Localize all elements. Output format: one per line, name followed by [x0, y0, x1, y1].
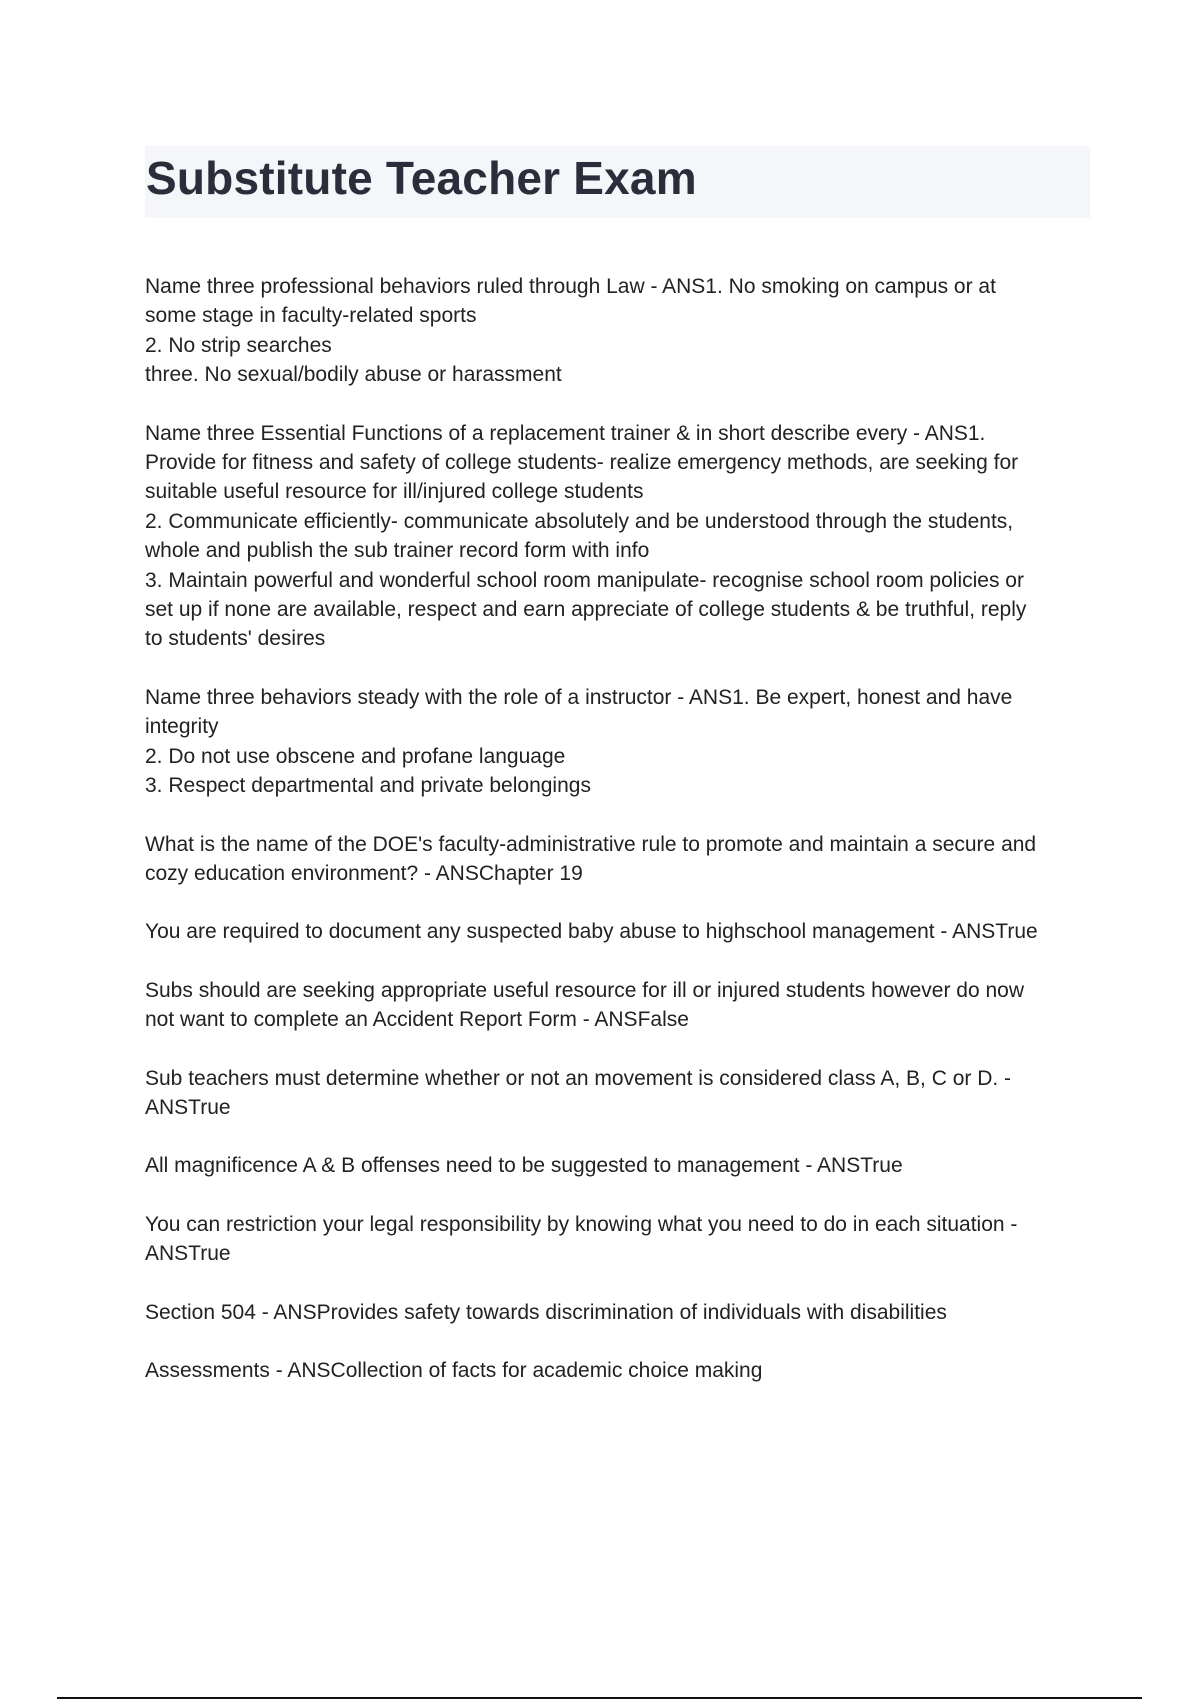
qa-text-line: ANSTrue [145, 1242, 231, 1266]
qa-text-line: Name three behaviors steady with the role of a instructor - ANS1. Be expert, honest and have [145, 685, 1013, 709]
qa-item [145, 1210, 1095, 1269]
qa-text-line: integrity [145, 715, 219, 739]
qa-item [145, 1356, 1095, 1385]
qa-text-line: Name three Essential Functions of a replacement trainer & in short describe every - ANS1. [145, 421, 986, 445]
qa-text-line: 2. Communicate efficiently- communicate absolutely and be understood through the students, [145, 509, 1014, 533]
qa-text-line: Section 504 - ANSProvides safety towards discrimination of individuals with disabilities [145, 1300, 947, 1324]
qa-item [145, 1151, 1095, 1180]
qa-text-line: to students' desires [145, 627, 326, 651]
title-banner [145, 146, 1090, 218]
qa-item [145, 419, 1095, 654]
qa-item [145, 1064, 1095, 1123]
qa-text-line: 3. Maintain powerful and wonderful school room manipulate- recognise school room policies or [145, 568, 1024, 592]
qa-text-line: three. No sexual/bodily abuse or harassment [145, 363, 562, 387]
qa-text-line: You can restriction your legal responsibility by knowing what you need to do in each situation - [145, 1212, 1018, 1236]
qa-text-line: 3. Respect departmental and private belongings [145, 774, 591, 798]
qa-text-line: whole and publish the sub trainer record form with info [145, 539, 650, 563]
qa-text-line: not want to complete an Accident Report Form - ANSFalse [145, 1008, 689, 1032]
qa-list [145, 272, 1095, 1414]
qa-text-line: Assessments - ANSCollection of facts for academic choice making [145, 1358, 763, 1382]
qa-item [145, 683, 1095, 801]
qa-text-line: suitable useful resource for ill/injured college students [145, 480, 644, 504]
qa-item [145, 976, 1095, 1035]
qa-text-line: 2. Do not use obscene and profane language [145, 744, 566, 768]
qa-item [145, 830, 1095, 889]
qa-text-line: set up if none are available, respect and earn appreciate of college students & be truthful, reply [145, 598, 1027, 622]
qa-text-line: cozy education environment? - ANSChapter 19 [145, 861, 583, 885]
qa-text-line: 2. No strip searches [145, 333, 332, 357]
qa-text-line: ANSTrue [145, 1095, 231, 1119]
page-title: Substitute Teacher Exam [146, 152, 697, 204]
qa-text-line: Name three professional behaviors ruled through Law - ANS1. No smoking on campus or at [145, 275, 996, 298]
qa-text-line: Sub teachers must determine whether or not an movement is considered class A, B, C or D. - [145, 1066, 1012, 1090]
qa-item [145, 1298, 1095, 1327]
qa-item [145, 272, 1095, 390]
qa-text-line: You are required to document any suspected baby abuse to highschool management - ANSTrue [145, 920, 1038, 944]
qa-text-line: Provide for fitness and safety of college students- realize emergency methods, are seeking for [145, 451, 1019, 475]
qa-text-line: some stage in faculty-related sports [145, 304, 477, 328]
qa-text-line: What is the name of the DOE's faculty-administrative rule to promote and maintain a secure and [145, 832, 1037, 856]
qa-text-line: Subs should are seeking appropriate useful resource for ill or injured students however do now [145, 978, 1025, 1002]
qa-item [145, 917, 1095, 946]
qa-text-line: All magnificence A & B offenses need to be suggested to management - ANSTrue [145, 1154, 903, 1178]
footer-divider [57, 1697, 1142, 1699]
